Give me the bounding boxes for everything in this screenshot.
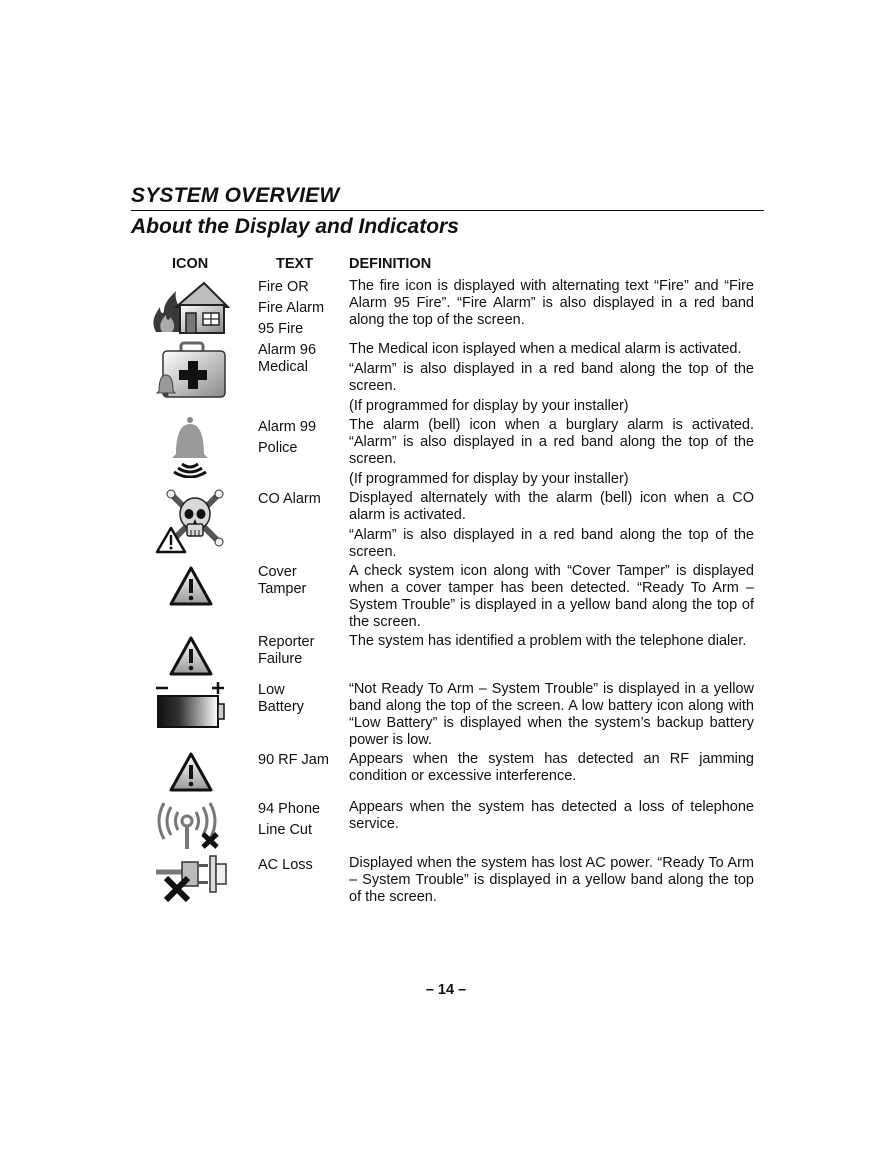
definition-text: Appears when the system has detected an RF jamming condition or excessive interference. [349, 751, 754, 784]
fire-house-icon [150, 277, 230, 337]
icon-text-line: Fire OR [258, 279, 309, 295]
definition-text: A check system icon along with “Cover Tamper” is displayed when a cover tamper has been detected. “Ready To Arm – System Trouble” is displayed in a yellow band along the top of the screen. [349, 563, 754, 630]
icon-text-line: Reporter Failure [258, 634, 315, 667]
bell-icon [168, 416, 212, 478]
header-definition: DEFINITION [349, 256, 432, 272]
definition-text: (If programmed for display by your installer) [349, 398, 629, 414]
icon-text-line: Cover Tamper [258, 564, 307, 597]
phone-line-cut-icon [157, 801, 223, 851]
definition-text: Appears when the system has detected a loss of telephone service. [349, 799, 754, 832]
definition-text: “Alarm” is also displayed in a red band along the top of the screen. [349, 527, 754, 560]
icon-text-line: 94 Phone [258, 801, 321, 817]
section-title: SYSTEM OVERVIEW [131, 184, 340, 207]
icon-text-line: Line Cut [258, 822, 313, 838]
definition-text: The fire icon is displayed with alternating text “Fire” and “Fire Alarm 95 Fire”. “Fire Alarm” is also displayed in a red band along the top of the screen. [349, 278, 754, 328]
header-text: TEXT [276, 256, 314, 272]
title-rule [131, 210, 764, 211]
definition-text: “Not Ready To Arm – System Trouble” is displayed in a yellow band along the top of the screen. A low battery icon along with “Low Battery” is displayed when the system’s backup battery power is low. [349, 681, 754, 748]
definition-text: The system has identified a problem with the telephone dialer. [349, 633, 747, 649]
low-battery-icon [154, 680, 230, 730]
icon-text-line: 95 Fire [258, 321, 304, 337]
definition-text: The alarm (bell) icon when a burglary alarm is activated. “Alarm” is also displayed in a red band along the top of the screen. [349, 417, 754, 467]
warning-triangle-icon [168, 635, 214, 677]
icon-text-line: 90 RF Jam [258, 752, 329, 768]
definition-text: Displayed when the system has lost AC power. “Ready To Arm – System Trouble” is displayed in a yellow band along the top of the screen. [349, 855, 754, 905]
icon-text-line: Alarm 96 Medical [258, 342, 317, 375]
definition-text: “Alarm” is also displayed in a red band along the top of the screen. [349, 361, 754, 394]
definition-text: (If programmed for display by your installer) [349, 471, 629, 487]
ac-plug-loss-icon [154, 854, 228, 904]
definition-text: Displayed alternately with the alarm (bell) icon when a CO alarm is activated. [349, 490, 754, 523]
icon-text-line: Low Battery [258, 682, 304, 715]
icon-text-line: Police [258, 440, 298, 456]
icon-text-line: CO Alarm [258, 491, 321, 507]
icon-text-line: Alarm 99 [258, 419, 317, 435]
warning-triangle-icon [168, 565, 214, 607]
warning-triangle-icon [168, 751, 214, 793]
header-icon: ICON [172, 256, 209, 272]
definition-text: The Medical icon isplayed when a medical alarm is activated. [349, 341, 742, 357]
medical-kit-icon [155, 341, 227, 399]
page-number: – 14 – [425, 982, 467, 998]
skull-crossbones-icon [155, 488, 229, 554]
page-subtitle: About the Display and Indicators [131, 215, 459, 238]
icon-text-line: Fire Alarm [258, 300, 325, 316]
icon-text-line: AC Loss [258, 857, 313, 873]
